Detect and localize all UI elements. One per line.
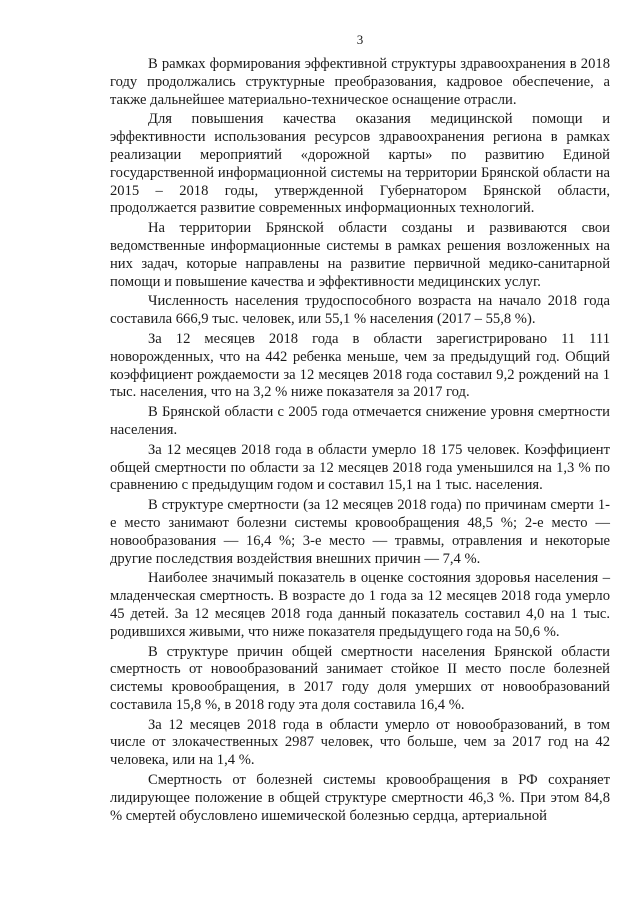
paragraph-structure-reform: В рамках формирования эффективной структуры здравоохранения в 2018 году продолжались структурные преобразования, кадровое обеспечение, а также дальнейшее материально-техническое оснащение отрасли. [110, 56, 610, 108]
paragraph-infant-mortality: Наиболее значимый показатель в оценке состояния здоровья населения – младенческая смертность. В возрасте до 1 года за 12 месяцев 2018 года умерло 45 детей. За 12 месяцев 2018 года данный показатель составил 4,0 на 1 тыс. родившихся живыми, что ниже показателя предыдущего года на 50,6 %. [110, 570, 610, 640]
page-number: 3 [356, 32, 364, 47]
paragraph-neoplasm-share: В структуре причин общей смертности населения Брянской области смертность от новообразований занимает стойкое II место после болезней системы кровообращения, в 2017 году доля умерших от новообразований составила 15,8 %, в 2018 году эта доля составила 16,4 %. [110, 643, 610, 713]
paragraph-death-causes: В структуре смертности (за 12 месяцев 2018 года) по причинам смерти 1-е место занимают болезни системы кровообращения 48,5 %; 2-е место — новообразования — 16,4 %; 3-е место — травмы, отравления и некоторые другие последствия воздействия внешних причин — 7,4 %. [110, 497, 610, 567]
paragraph-information-systems: Для повышения качества оказания медицинской помощи и эффективности использования ресурсов здравоохранения региона в рамках реализации мероприятий «дорожной карты» по развитию Единой государственной информационной системы на территории Брянской области на 2015 – 2018 годы, утвержденной Губернатором Брянской области, продолжается развитие современных информационных технологий. [110, 111, 610, 217]
paragraph-circulatory-mortality: Смертность от болезней системы кровообращения в РФ сохраняет лидирующее положение в общей структуре смертности 46,3 %. При этом 84,8 % смертей обусловлено ишемической болезнью сердца, артериальной [110, 772, 610, 824]
paragraph-departmental-systems: На территории Брянской области созданы и развиваются свои ведомственные информационные системы в рамках решения возложенных на них задач, которые направлены на развитие первичной медико-санитарной помощи и повышение качества и эффективности медицинских услуг. [110, 220, 610, 290]
paragraph-working-age-population: Численность населения трудоспособного возраста на начало 2018 года составила 666,9 тыс. человек, или 55,1 % населения (2017 – 55,8 %). [110, 293, 610, 328]
paragraph-births: За 12 месяцев 2018 года в области зарегистрировано 11 111 новорожденных, что на 442 ребенка меньше, чем за предыдущий год. Общий коэффициент рождаемости за 12 месяцев 2018 года составил 9,2 рождений на 1 тыс. населения, что на 3,2 % ниже показателя за 2017 год. [110, 330, 610, 401]
paragraph-neoplasm-deaths: За 12 месяцев 2018 года в области умерло от новообразований, в том числе от злокачественных 2987 человек, что больше, чем за 2017 год на 42 человека, или на 1,4 %. [110, 716, 610, 769]
paragraph-mortality-decline: В Брянской области с 2005 года отмечается снижение уровня смертности населения. [110, 404, 610, 438]
paragraph-deaths: За 12 месяцев 2018 года в области умерло 18 175 человек. Коэффициент общей смертности по области за 12 месяцев 2018 года уменьшился на 1,3 % по сравнению с предыдущим годом и составил 15,1 на 1 тыс. населения. [110, 441, 610, 494]
